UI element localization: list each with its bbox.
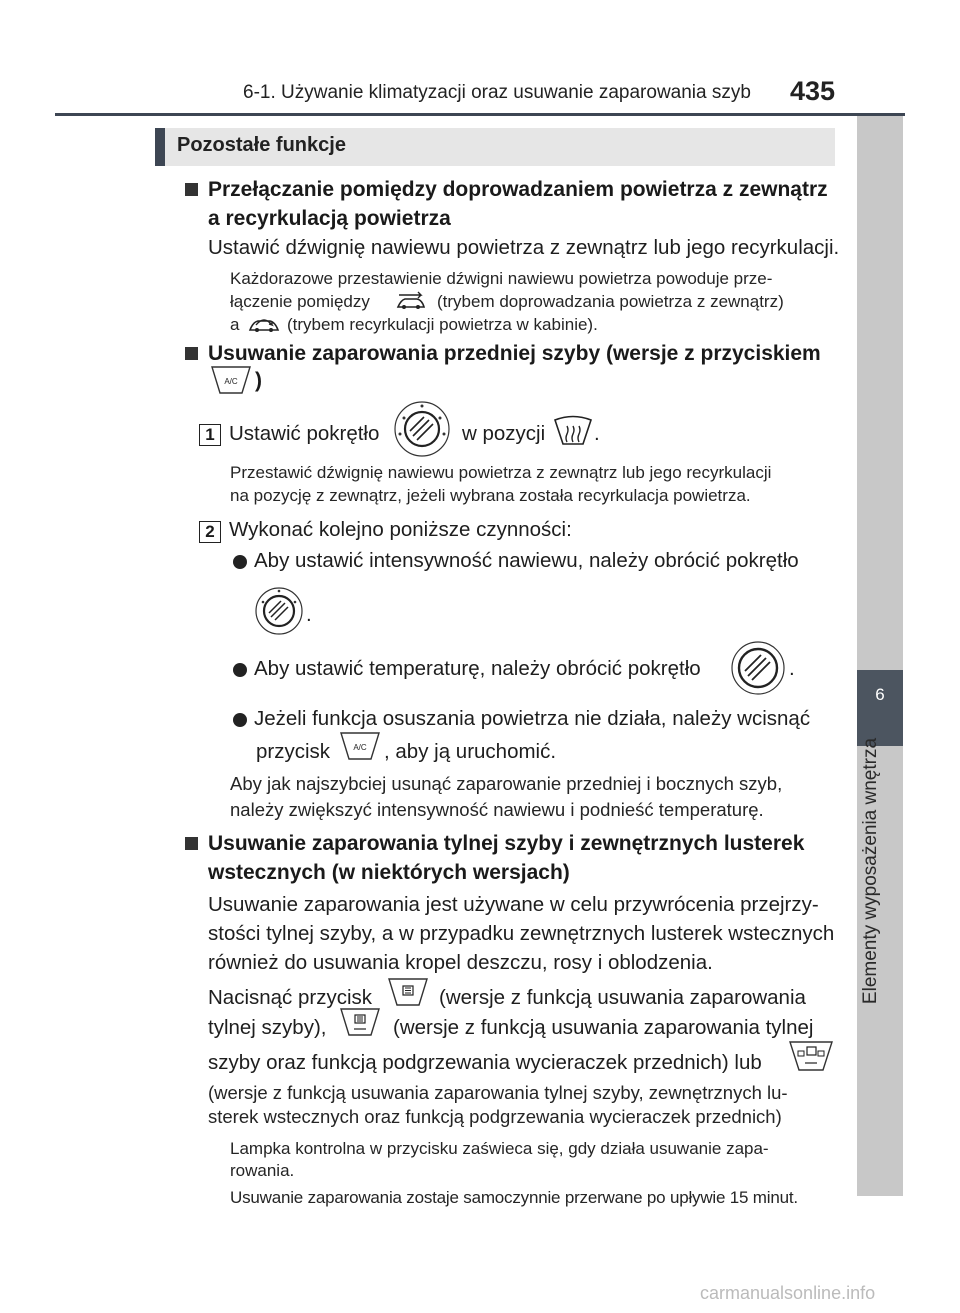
step2-text: Wykonać kolejno poniższe czynności: bbox=[229, 518, 572, 541]
step-number: 1 bbox=[199, 424, 221, 446]
page-number: 435 bbox=[790, 76, 836, 106]
fan-speed-dial-icon bbox=[254, 586, 304, 636]
bullet-dot bbox=[233, 663, 247, 677]
watermark: carmanualsonline.info bbox=[700, 1283, 876, 1303]
step1-note-line1: Przestawić dźwignię nawiewu powietrza z zewnątrz lub jego recyrkulacji bbox=[230, 463, 772, 482]
heading-airflow: Przełączanie pomiędzy doprowadzaniem powietrza z zewnątrz bbox=[208, 178, 828, 201]
rear-defog-text-line1: Usuwanie zaparowania jest używane w celu przywrócenia przejrzy- bbox=[208, 893, 819, 916]
rear-defog-mirror-wiper-button-icon bbox=[788, 1040, 834, 1072]
defog-tip-line2: należy zwiększyć intensywność nawiewu i podnieść temperaturę. bbox=[230, 799, 764, 820]
heading-square-icon bbox=[185, 183, 198, 196]
bullet-dot bbox=[233, 555, 247, 569]
bullet-dehumidify: Jeżeli funkcja osuszania powietrza nie działa, należy wcisnąć bbox=[254, 707, 811, 730]
indicator-note-line1: Lampka kontrolna w przycisku zaświeca się, gdy działa usuwanie zapa- bbox=[230, 1139, 769, 1158]
press-line5: sterek wstecznych oraz funkcją podgrzewania wycieraczek przednich) bbox=[208, 1106, 782, 1127]
heading-square-icon bbox=[185, 837, 198, 850]
mode-dial-icon bbox=[393, 400, 451, 458]
airflow-note-line2b: (trybem doprowadzania powietrza z zewnątrz) bbox=[437, 292, 784, 311]
windshield-defrost-icon bbox=[553, 414, 593, 446]
step1-note-line2: na pozycję z zewnątrz, jeżeli wybrana została recyrkulacja powietrza. bbox=[230, 486, 751, 505]
press-line3a: szyby oraz funkcją podgrzewania wycieraczek przednich) lub bbox=[208, 1051, 762, 1074]
bullet-temperature: Aby ustawić temperaturę, należy obrócić pokrętło bbox=[254, 657, 701, 680]
svg-text:A/C: A/C bbox=[353, 743, 367, 752]
svg-text:A/C: A/C bbox=[224, 377, 238, 386]
bullet-dehumidify-line2a: przycisk bbox=[256, 740, 331, 763]
heading-close-paren: ) bbox=[255, 369, 262, 392]
airflow-note-line2a: łączenie pomiędzy bbox=[230, 292, 370, 311]
bullet-dot bbox=[233, 713, 247, 727]
step1-text-c: . bbox=[594, 422, 600, 445]
header-rule bbox=[55, 113, 905, 116]
outside-air-icon bbox=[395, 291, 427, 311]
section-title: Pozostałe funkcje bbox=[177, 134, 346, 156]
press-line2a: tylnej szyby), bbox=[208, 1016, 327, 1039]
ac-button-icon bbox=[210, 365, 252, 395]
press-line2b: (wersje z funkcją usuwania zaparowania tylnej bbox=[393, 1016, 814, 1039]
airflow-instruction: Ustawić dźwignię nawiewu powietrza z zewnątrz lub jego recyrkulacji. bbox=[208, 236, 840, 259]
heading-square-icon bbox=[185, 347, 198, 360]
rear-defog-text-line2: stości tylnej szyby, a w przypadku zewnętrznych lusterek wstecznych bbox=[208, 922, 835, 945]
chapter-title: 6-1. Używanie klimatyzacji oraz usuwanie zaparowania szyb bbox=[243, 82, 751, 103]
rear-defog-text-line3: również do usuwania kropel deszczu, rosy i oblodzenia. bbox=[208, 951, 713, 974]
step-number: 2 bbox=[199, 521, 221, 543]
chapter-label: Elementy wyposażenia wnętrza bbox=[860, 737, 881, 1005]
auto-off-note: Usuwanie zaparowania zostaje samoczynnie przerwane po upływie 15 minut. bbox=[230, 1188, 798, 1207]
chapter-tab bbox=[857, 670, 903, 746]
step1-text-b: w pozycji bbox=[462, 422, 546, 445]
press-line1b: (wersje z funkcją usuwania zaparowania bbox=[439, 986, 806, 1009]
section-bar-marker bbox=[155, 128, 165, 166]
step1-text-a: Ustawić pokrętło bbox=[229, 422, 380, 445]
heading-airflow-line2: a recyrkulacją powietrza bbox=[208, 207, 451, 230]
rear-defog-wiper-button-icon bbox=[339, 1007, 381, 1037]
press-line1a: Nacisnąć przycisk bbox=[208, 986, 373, 1009]
temperature-dial-icon bbox=[730, 640, 786, 696]
sidebar-strip bbox=[857, 116, 903, 1196]
ac-button-icon bbox=[339, 731, 381, 761]
airflow-note-line3b: (trybem recyrkulacji powietrza w kabinie). bbox=[287, 315, 598, 334]
bullet-dehumidify-line2b: , aby ją uruchomić. bbox=[384, 740, 557, 763]
airflow-note-line1: Każdorazowe przestawienie dźwigni nawiewu powietrza powoduje prze- bbox=[230, 269, 773, 288]
chapter-number: 6 bbox=[875, 685, 885, 704]
recirculation-icon bbox=[247, 312, 281, 334]
heading-front-defog: Usuwanie zaparowania przedniej szyby (wersje z przyciskiem bbox=[208, 342, 821, 365]
heading-rear-defog-line2: wstecznych (w niektórych wersjach) bbox=[208, 861, 570, 884]
indicator-note-line2: rowania. bbox=[230, 1161, 295, 1180]
heading-rear-defog: Usuwanie zaparowania tylnej szyby i zewnętrznych lusterek bbox=[208, 832, 805, 855]
defog-tip-line1: Aby jak najszybciej usunąć zaparowanie przedniej i bocznych szyb, bbox=[230, 773, 783, 794]
bullet-fan-speed-end: . bbox=[306, 603, 312, 626]
bullet-fan-speed: Aby ustawić intensywność nawiewu, należy obrócić pokrętło bbox=[254, 549, 799, 572]
airflow-note-line3a: a bbox=[230, 315, 240, 334]
press-line4: (wersje z funkcją usuwania zaparowania tylnej szyby, zewnętrznych lu- bbox=[208, 1082, 788, 1103]
rear-defog-button-icon bbox=[387, 977, 429, 1007]
bullet-temperature-end: . bbox=[789, 657, 795, 680]
